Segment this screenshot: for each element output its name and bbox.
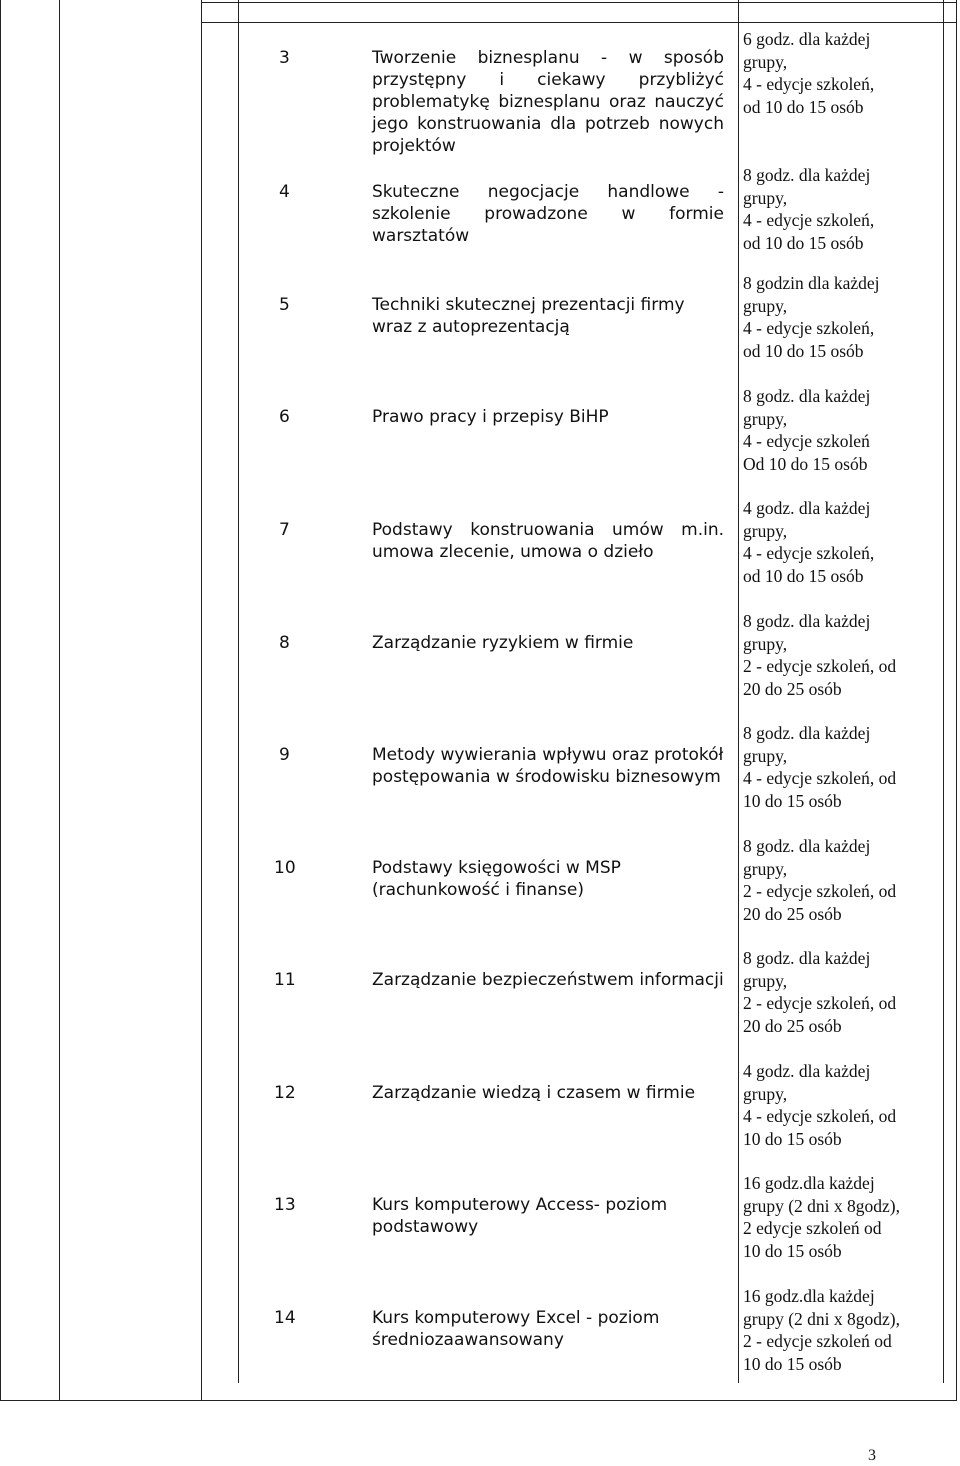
duration-line: 2 edycje szkoleń od: [743, 1218, 882, 1238]
training-duration: [743, 1060, 935, 1150]
duration-line: 4 - edycje szkoleń,: [743, 543, 875, 563]
duration-line: grupy,: [743, 408, 788, 429]
table-border-header-rule: [201, 22, 956, 23]
training-topic: Zarządzanie ryzykiem w firmie: [372, 633, 634, 653]
page-number: 3: [868, 1447, 876, 1464]
duration-line: grupy (2 dni x 8godz),: [743, 1308, 900, 1329]
duration-line: 2 - edycje szkoleń, od: [743, 656, 897, 676]
training-topic: Metody wywierania wpływu oraz protokół postępowania w środowisku biznesowym: [372, 745, 724, 787]
duration-line: 8 godz. dla każdej: [743, 723, 871, 743]
duration-line: 2 - edycje szkoleń, od: [743, 993, 897, 1013]
training-duration: [743, 164, 935, 254]
duration-line: 2 - edycje szkoleń, od: [743, 881, 897, 901]
training-duration: [743, 1285, 935, 1375]
row-number: 14: [274, 1308, 296, 1328]
duration-line: 4 - edycje szkoleń, od: [743, 768, 897, 788]
duration-line: 8 godz. dla każdej: [743, 165, 871, 185]
duration-line: 16 godz.dla każdej: [743, 1286, 875, 1306]
training-topic: Techniki skutecznej prezentacji firmy wraz z autoprezentacją: [372, 295, 685, 337]
row-number: 10: [274, 858, 296, 878]
training-topic: Podstawy konstruowania umów m.in. umowa zlecenie, umowa o dzieło: [372, 520, 724, 562]
training-topic: Zarządzanie bezpieczeństwem informacji: [372, 970, 724, 990]
row-number: 6: [279, 407, 290, 427]
training-topic: Podstawy księgowości w MSP (rachunkowość i finanse): [372, 858, 621, 900]
duration-line: 8 godz. dla każdej: [743, 836, 871, 856]
duration-line: od 10 do 15 osób: [743, 565, 864, 586]
duration-line: grupy (2 dni x 8godz),: [743, 1195, 900, 1216]
duration-line: 10 do 15 osób: [743, 790, 842, 811]
duration-line: od 10 do 15 osób: [743, 96, 864, 117]
duration-line: grupy,: [743, 745, 788, 766]
duration-line: 4 - edycje szkoleń,: [743, 210, 875, 230]
duration-line: 20 do 25 osób: [743, 903, 842, 924]
duration-line: grupy,: [743, 858, 788, 879]
duration-line: 10 do 15 osób: [743, 1128, 842, 1149]
training-topic: Prawo pracy i przepisy BiHP: [372, 407, 609, 427]
duration-line: grupy,: [743, 295, 788, 316]
duration-line: grupy,: [743, 970, 788, 991]
duration-line: grupy,: [743, 1083, 788, 1104]
duration-line: 4 - edycje szkoleń, od: [743, 1106, 897, 1126]
duration-line: 2 - edycje szkoleń od: [743, 1331, 892, 1351]
duration-line: Od 10 do 15 osób: [743, 453, 868, 474]
training-topic: Skuteczne negocjacje handlowe - szkolenie prowadzone w formie warsztatów: [372, 182, 724, 246]
table-column-divider: [738, 0, 739, 1383]
row-number: 12: [274, 1083, 296, 1103]
training-duration: [743, 722, 935, 812]
training-duration: [743, 28, 935, 118]
row-number: 5: [279, 295, 290, 315]
duration-line: 4 - edycje szkoleń: [743, 431, 870, 451]
duration-line: od 10 do 15 osób: [743, 340, 864, 361]
training-topic: Zarządzanie wiedzą i czasem w firmie: [372, 1083, 696, 1103]
table-border-left: [0, 0, 1, 1400]
duration-line: 4 godz. dla każdej: [743, 1061, 871, 1081]
table-border-bottom: [0, 1400, 957, 1401]
duration-line: grupy,: [743, 520, 788, 541]
duration-line: 8 godzin dla każdej: [743, 273, 880, 293]
training-duration: [743, 1172, 935, 1262]
training-topic: Kurs komputerowy Access- poziom podstawowy: [372, 1195, 668, 1237]
table-border-top: [201, 2, 956, 3]
duration-line: 10 do 15 osób: [743, 1353, 842, 1374]
table-border-inner-right: [238, 0, 239, 1383]
row-number: 8: [279, 633, 290, 653]
table-border-inner-left: [59, 0, 60, 1400]
table-border-row-block: [201, 0, 202, 1400]
duration-line: 8 godz. dla każdej: [743, 611, 871, 631]
row-number: 11: [274, 970, 296, 990]
training-topic: Tworzenie biznesplanu - w sposób przystępny i ciekawy przybliżyć problematykę biznesplanu oraz nauczyć jego konstruowania dla potrzeb nowych projektów: [372, 48, 724, 156]
duration-line: 10 do 15 osób: [743, 1240, 842, 1261]
duration-line: 20 do 25 osób: [743, 678, 842, 699]
duration-line: 16 godz.dla każdej: [743, 1173, 875, 1193]
training-duration: [743, 610, 935, 700]
training-duration: [743, 385, 935, 475]
duration-line: grupy,: [743, 187, 788, 208]
row-number: 9: [279, 745, 290, 765]
training-duration: [743, 497, 935, 587]
duration-line: 6 godz. dla każdej: [743, 29, 871, 49]
training-duration: [743, 947, 935, 1037]
duration-line: 8 godz. dla każdej: [743, 948, 871, 968]
table-border-right: [943, 0, 944, 1383]
duration-line: grupy,: [743, 51, 788, 72]
training-duration: [743, 272, 935, 362]
row-number: 7: [279, 520, 290, 540]
duration-line: 4 - edycje szkoleń,: [743, 74, 875, 94]
row-number: 13: [274, 1195, 296, 1215]
duration-line: 4 - edycje szkoleń,: [743, 318, 875, 338]
training-topic: Kurs komputerowy Excel - poziom średniozaawansowany: [372, 1308, 660, 1350]
duration-line: od 10 do 15 osób: [743, 232, 864, 253]
row-number: 4: [279, 182, 290, 202]
duration-line: 4 godz. dla każdej: [743, 498, 871, 518]
duration-line: 20 do 25 osób: [743, 1015, 842, 1036]
table-border-outer-right: [956, 0, 957, 1400]
duration-line: 8 godz. dla każdej: [743, 386, 871, 406]
row-number: 3: [279, 48, 290, 68]
duration-line: grupy,: [743, 633, 788, 654]
training-duration: [743, 835, 935, 925]
